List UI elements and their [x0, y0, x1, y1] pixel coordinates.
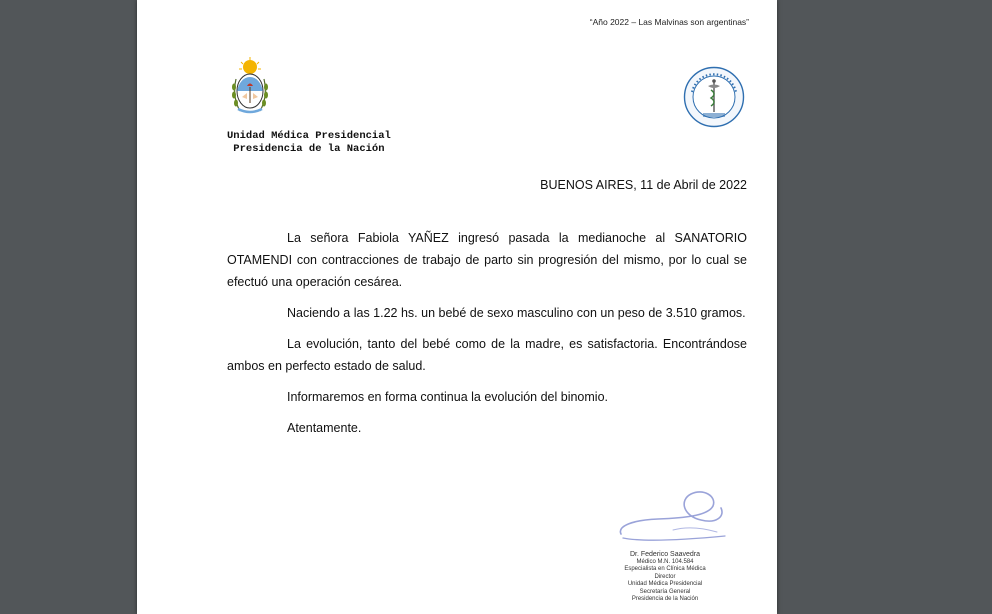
document-page — [137, 0, 777, 614]
paragraph-evolution: La evolución, tanto del bebé como de la madre, es satisfactoria. Encontrándose ambos en perfecto estado de salud. — [227, 337, 747, 373]
signer-presidency: Presidencia de la Nación — [631, 596, 699, 603]
letter-date: BUENOS AIRES, 11 de Abril de 2022 — [540, 178, 747, 192]
letterhead-unit: Unidad Médica Presidencial — [227, 130, 391, 142]
argentina-coat-of-arms-icon — [230, 57, 270, 119]
signer-name: Dr. Federico Saavedra — [629, 551, 701, 558]
paragraph-updates: Informaremos en forma continua la evolución del binomio. — [287, 390, 609, 404]
letterhead — [227, 130, 391, 156]
paragraph-birth: Naciendo a las 1.22 hs. un bebé de sexo masculino con un peso de 3.510 gramos. — [287, 306, 746, 320]
letter-body — [227, 227, 747, 448]
signer-specialty: Especialista en Clínica Médica — [624, 566, 706, 573]
paragraph-admission: La señora Fabiola YAÑEZ ingresó pasada la medianoche al SANATORIO OTAMENDI con contracciones de trabajo de parto sin progresión del mismo, por lo cual se efectuó una operación cesárea. — [227, 231, 747, 289]
signer-unit: Unidad Médica Presidencial — [627, 581, 703, 588]
signer-license: Médico M.N. 104.584 — [636, 559, 694, 565]
signer-role: Director — [654, 573, 676, 580]
handwritten-signature — [613, 486, 733, 548]
signer-block — [600, 551, 730, 603]
national-motto: “Año 2022 – Las Malvinas son argentinas” — [589, 17, 749, 27]
unidad-medica-presidencial-seal-icon — [683, 66, 745, 128]
paragraph-closing: Atentamente. — [287, 421, 362, 435]
signer-office: Secretaría General — [639, 588, 691, 595]
letterhead-presidency: Presidencia de la Nación — [233, 143, 385, 155]
